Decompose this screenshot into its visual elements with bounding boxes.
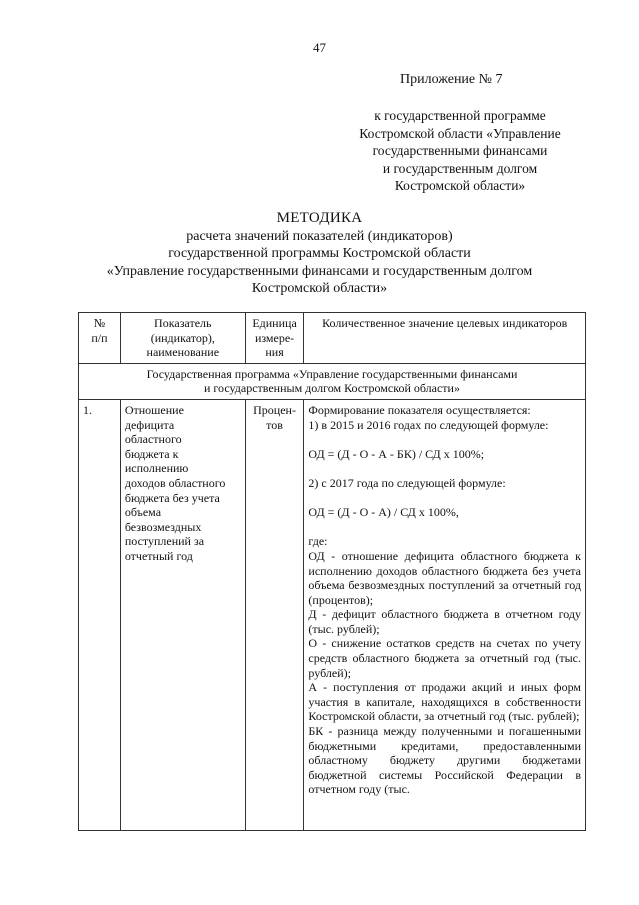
definition: ОД - отношение дефицита областного бюджета к исполнению доходов областного бюджета без учета объема безвозмездных поступлений за отчетный год (процентов); (308, 548, 581, 607)
indicator-line: исполнению (124, 461, 189, 476)
unit-line: тов (266, 417, 283, 432)
appendix-subtitle (330, 107, 590, 195)
definition: О - снижение остатков средств на счетах по учету средств областного бюджета за отчетный год (тыс. рублей); (308, 636, 581, 680)
appendix-title: Приложение № 7 (400, 72, 503, 87)
document-title-line: расчета значений показателей (индикаторов) (186, 228, 453, 244)
unit-line: Процен- (253, 402, 296, 417)
definition: БК - разница между полученными и погашенными бюджетными кредитами, предоставленными областному бюджету другими бюджетами бюджетной системы Российской Федерации в отчетном году (тыс. (308, 724, 581, 797)
methodology-table (78, 312, 586, 831)
header-unit-line: ния (265, 345, 284, 360)
row-number: 1. (79, 399, 121, 830)
indicator-line: поступлений за (124, 534, 205, 549)
header-indicator (120, 313, 245, 364)
formula: ОД = (Д - О - А - БК) / СД х 100%; (308, 446, 485, 461)
indicator-line: бюджета к (124, 446, 179, 461)
definition: Д - дефицит областного бюджета в отчетном году (тыс. рублей); (308, 607, 581, 636)
program-row-cell (79, 363, 586, 399)
text-paragraph: Формирование показателя осуществляется: (308, 402, 531, 417)
document-title-heading: МЕТОДИКА (276, 210, 363, 226)
indicator-line: областного (124, 432, 182, 447)
indicator-line: бюджета без учета (124, 490, 220, 505)
indicator-line: дефицита (124, 417, 175, 432)
appendix-subtitle-line: государственными финансами (372, 143, 548, 158)
header-unit-line: Единица (252, 316, 297, 330)
indicator-line: объема (124, 505, 162, 520)
page-number: 47 (313, 40, 326, 55)
formula: ОД = (Д - О - А) / СД х 100%, (308, 505, 459, 520)
header-indicator-line: Показатель (154, 316, 212, 330)
indicator-line: Отношение (124, 402, 184, 417)
indicator-line: безвозмездных (124, 519, 202, 534)
appendix-subtitle-line: Костромской области» (394, 178, 526, 193)
row-value-text (304, 399, 586, 830)
document-title (0, 210, 639, 298)
header-indicator-line: наименование (146, 345, 220, 360)
header-unit (245, 313, 304, 364)
header-indicator-line: (индикатор), (150, 330, 215, 345)
text-paragraph: 1) в 2015 и 2016 годах по следующей формуле: (308, 417, 549, 432)
appendix-subtitle-line: к государственной программе (374, 108, 546, 123)
header-number-line: № (93, 316, 106, 330)
table-row (79, 399, 586, 830)
row-indicator (120, 399, 245, 830)
program-row (79, 363, 586, 399)
program-row-line: Государственная программа «Управление государственными финансами (146, 366, 518, 381)
indicator-line: отчетный год (124, 548, 193, 563)
definition: А - поступления от продажи акций и иных форм участия в капитале, находящихся в собственности Костромской области, за отчетный год (тыс. рублей); (308, 680, 581, 724)
header-number (79, 313, 121, 364)
program-row-line: и государственным долгом Костромской области» (204, 381, 460, 396)
header-value: Количественное значение целевых индикаторов (304, 313, 586, 364)
table-header-row (79, 313, 586, 364)
header-number-line: п/п (91, 330, 108, 345)
appendix-subtitle-line: Костромской области «Управление (359, 125, 561, 141)
document-title-line: государственной программы Костромской области (168, 246, 471, 261)
indicator-line: доходов областного (124, 475, 226, 490)
document-title-line: «Управление государственными финансами и государственным долгом (106, 263, 533, 279)
row-unit (245, 399, 304, 830)
text-paragraph: 2) с 2017 года по следующей формуле: (308, 475, 506, 490)
appendix-subtitle-line: и государственным долгом (382, 160, 538, 176)
document-title-line: Костромской области» (251, 281, 388, 296)
header-unit-line: измере- (254, 330, 295, 345)
where-label: где: (308, 534, 328, 549)
